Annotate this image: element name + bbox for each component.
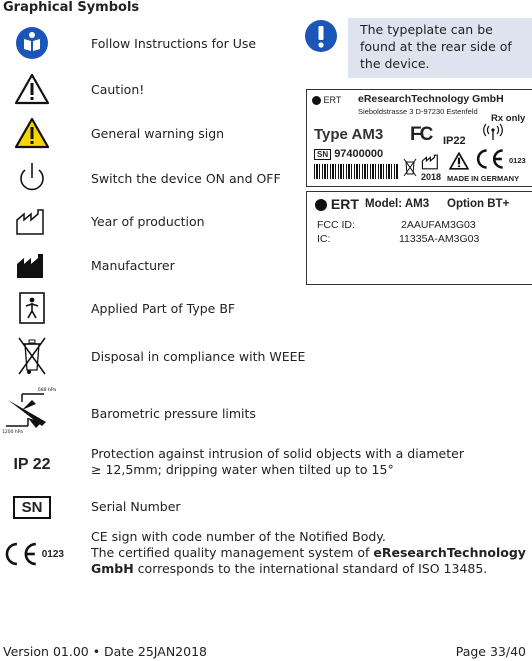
read-instructions-icon: [6, 25, 58, 61]
symbol-text: Year of production: [91, 214, 205, 229]
ce-text-line1: CE sign with code number of the Notified Body.: [91, 529, 386, 544]
footer-page-number: Page 33/40: [455, 644, 526, 659]
typeplate-type: Type AM3: [314, 126, 384, 143]
ce-mark-icon: [473, 148, 507, 175]
typeplate-note: [348, 18, 532, 78]
serial-number-icon: [6, 494, 58, 520]
pressure-limits-icon: [2, 388, 64, 436]
manufacturer-icon: [6, 249, 58, 283]
ce-text-line2: The certified quality management system of eResearchTechnology: [91, 545, 526, 560]
ic-value: 11335A-AM3G03: [399, 233, 480, 245]
section-title: Graphical Symbols: [3, 0, 140, 15]
ert-logo: ERT: [315, 196, 359, 212]
ip-rating-label: IP 22: [13, 456, 51, 473]
typeplate-label: [306, 89, 532, 187]
typeplate-sn: SN 97400000: [314, 148, 383, 160]
power-icon: [6, 160, 58, 196]
date-of-manufacture-icon: [6, 205, 58, 239]
typeplate-year: 2018: [421, 172, 442, 182]
applied-part-type-bf-icon: [6, 289, 58, 327]
caution-triangle-icon: [6, 71, 58, 107]
pressure-upper-label: 688 hPa: [38, 388, 57, 393]
symbol-text: Caution!: [91, 82, 145, 97]
typeplate-ce-number: 0123: [509, 156, 526, 165]
symbol-text: Applied Part of Type BF: [91, 301, 236, 316]
ce-mark-icon: [2, 540, 64, 568]
symbol-text: Follow Instructions for Use: [91, 36, 257, 51]
typeplate-ip: IP22: [443, 135, 466, 147]
footer-version: Version 01.00 • Date 25JAN2018: [3, 644, 207, 659]
caution-triangle-icon: [449, 152, 469, 175]
ip-rating-icon: [4, 453, 60, 477]
id-plate-option: Option BT+: [447, 198, 510, 210]
symbol-text: General warning sign: [91, 126, 225, 141]
symbol-text: Disposal in compliance with WEEE: [91, 349, 306, 364]
ce-text-line3: GmbH corresponds to the international standard of ISO 13485.: [91, 561, 488, 576]
typeplate-address: Sieboldstrasse 3 D-97230 Estenfeld: [358, 107, 478, 116]
fcc-id-value: 2AAUFAM3G03: [401, 219, 476, 231]
id-plate-model: Model: AM3: [365, 198, 430, 210]
pressure-lower-label: 1200 hPa: [2, 430, 24, 435]
typeplate-note-text: The typeplate can be found at the rear side of the device.: [360, 22, 512, 71]
symbol-text: Barometric pressure limits: [91, 406, 256, 421]
weee-bin-icon: [403, 158, 417, 183]
weee-bin-icon: [6, 333, 58, 379]
ert-logo: ERT: [312, 95, 341, 105]
barcode: [314, 164, 399, 179]
symbol-text: Serial Number: [91, 499, 181, 514]
id-plate-label: [306, 191, 532, 285]
ce-number: 0123: [41, 548, 64, 560]
typeplate-rx: Rx only: [491, 113, 526, 124]
exclamation-icon: [303, 18, 339, 54]
general-warning-icon: [6, 115, 58, 151]
typeplate-made-in: MADE IN GERMANY: [447, 174, 520, 183]
fcc-logo: FC: [410, 124, 432, 145]
ip-text-line1: Protection against intrusion of solid objects with a diameter: [91, 446, 464, 461]
symbol-text: Switch the device ON and OFF: [91, 171, 281, 186]
serial-number-label: SN: [13, 496, 52, 519]
typeplate-company: eResearchTechnology GmbH: [358, 93, 504, 105]
wireless-icon: [481, 123, 505, 146]
ip-text-line2: ≥ 12,5mm; dripping water when tilted up to 15°: [91, 462, 394, 477]
symbol-text: Manufacturer: [91, 258, 175, 273]
ce-description: [91, 529, 526, 577]
symbol-text: [91, 446, 464, 478]
ic-label: IC:: [317, 233, 331, 245]
fcc-id-label: FCC ID:: [317, 219, 355, 231]
